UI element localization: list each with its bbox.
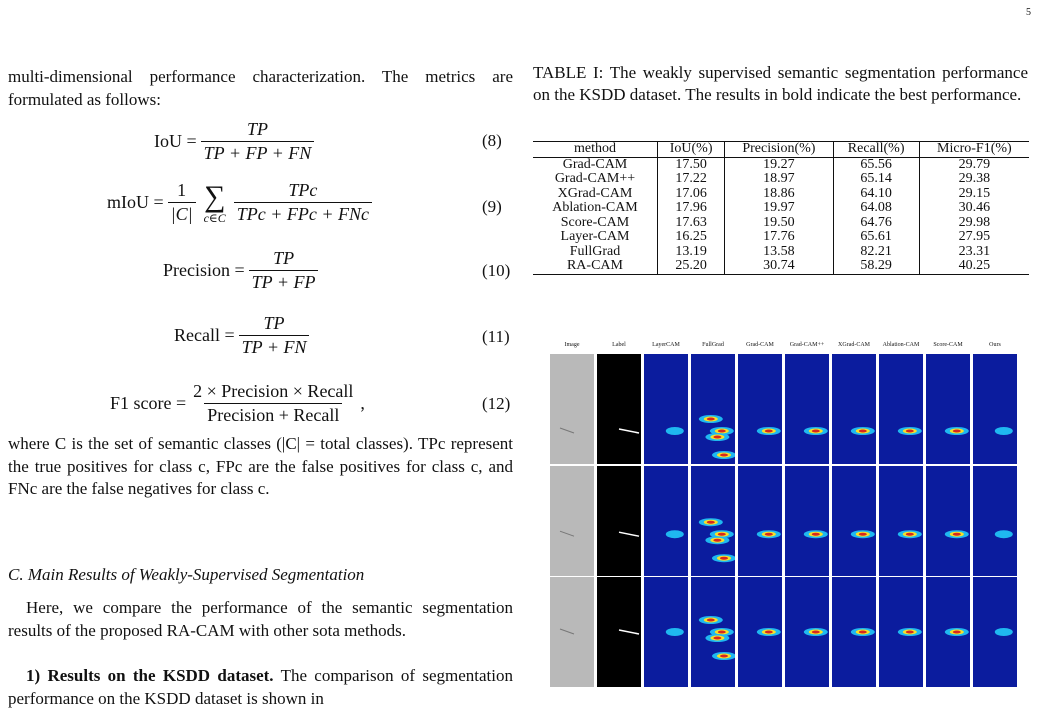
header-precision: Precision(%) — [725, 142, 833, 158]
figure-column-label: Label — [612, 342, 626, 348]
eq8-label: (8) — [482, 131, 502, 150]
eq9-num1: 1 — [177, 180, 187, 200]
figure-column-label: Grad-CAM — [746, 342, 774, 348]
figure-cell — [926, 577, 970, 687]
table-row — [533, 245, 1029, 260]
results-table — [533, 141, 1029, 275]
eq10-num: TP — [273, 248, 295, 268]
where-paragraph: where C is the set of semantic classes (|C| = total classes). TPc represent the true positives for class c, FPc are the false positives for class c, and FNc are the false negatives for class c. — [8, 434, 513, 498]
eq11-lhs: Recall = — [174, 325, 235, 345]
figure-cell — [644, 466, 688, 576]
figure-cell — [738, 577, 782, 687]
eq9-den1: |C| — [168, 202, 196, 225]
figure-cell — [879, 577, 923, 687]
cell: 17.50 — [657, 157, 724, 172]
figure-column-label: Image — [564, 342, 580, 348]
figure-cell — [597, 466, 641, 576]
eq10-lhs: Precision = — [163, 260, 245, 280]
figure-cell — [973, 577, 1017, 687]
subsection-paragraph — [8, 665, 513, 710]
figure-cell — [738, 354, 782, 464]
cell: 64.08 — [833, 201, 919, 216]
equation-10 — [163, 248, 322, 293]
cell: 25.20 — [657, 259, 724, 274]
equation-11 — [174, 313, 313, 358]
equation-12 — [110, 381, 365, 426]
section-paragraph: Here, we compare the performance of the semantic segmentation results of the proposed RA-CAM with other sota methods. — [8, 598, 513, 640]
figure-cell — [973, 466, 1017, 576]
cell: 23.31 — [919, 245, 1029, 260]
cell: 19.50 — [725, 216, 833, 231]
cell: 64.10 — [833, 187, 919, 202]
cell: 64.76 — [833, 216, 919, 231]
eq9-num: TPc — [288, 180, 318, 200]
header-micro-f1: Micro-F1(%) — [919, 142, 1029, 158]
figure-cell — [973, 354, 1017, 464]
cell: Grad-CAM — [562, 156, 628, 172]
subsection-text: The comparison of segmentation performance on the KSDD dataset is shown in — [8, 666, 513, 708]
eq10-den: TP + FP — [249, 270, 319, 293]
cell: 16.25 — [657, 230, 724, 245]
cell: 30.74 — [725, 259, 833, 274]
section-heading: C. Main Results of Weakly-Supervised Segmentation — [8, 565, 365, 584]
figure-cell — [597, 577, 641, 687]
cell: FullGrad — [569, 243, 621, 259]
cell: 29.15 — [919, 187, 1029, 202]
figure-cell — [832, 466, 876, 576]
intro-paragraph: multi-dimensional performance characterization. The metrics are formulated as follows: — [8, 67, 513, 109]
cell: Ablation-CAM — [552, 200, 638, 215]
subsection-title: 1) Results on the KSDD dataset. — [26, 666, 274, 685]
figure-cell — [550, 466, 594, 576]
figure-cell — [785, 577, 829, 687]
cell: 17.22 — [657, 172, 724, 187]
figure-column-label: Ours — [989, 342, 1001, 348]
cell: 17.06 — [657, 187, 724, 202]
cell: 29.38 — [919, 172, 1029, 187]
cell: 13.58 — [725, 245, 833, 260]
figure-cell — [550, 577, 594, 687]
cell: 17.76 — [725, 230, 833, 245]
cell: Layer-CAM — [560, 229, 630, 244]
cell: 65.14 — [833, 172, 919, 187]
cell: 19.27 — [725, 157, 833, 172]
figure-cell — [550, 354, 594, 464]
cell: 82.21 — [833, 245, 919, 260]
table-row — [533, 201, 1029, 216]
eq8-num: TP — [246, 119, 268, 139]
figure-cell — [738, 466, 782, 576]
figure-cell — [926, 354, 970, 464]
cell: XGrad-CAM — [557, 185, 633, 201]
figure-cell — [644, 577, 688, 687]
table-row — [533, 259, 1029, 274]
figure-cell — [879, 466, 923, 576]
figure-cell — [785, 354, 829, 464]
figure-cell — [691, 577, 735, 687]
eq12-tail: , — [360, 393, 365, 413]
figure-column-label: FullGrad — [702, 342, 724, 348]
eq12-label: (12) — [482, 394, 511, 413]
eq8-den: TP + FP + FN — [201, 141, 315, 164]
cell: 29.98 — [919, 216, 1029, 231]
cell: 27.95 — [919, 230, 1029, 245]
table-header-row — [533, 142, 1029, 158]
figure-column-label: Grad-CAM++ — [789, 342, 825, 348]
figure-cell — [879, 354, 923, 464]
cell: 18.86 — [725, 187, 833, 202]
eq12-lhs: F1 score = — [110, 393, 187, 413]
eq9-label: (9) — [482, 197, 502, 216]
header-method: method — [573, 141, 616, 156]
figure-column-label: Ablation-CAM — [882, 342, 920, 348]
cell: 58.29 — [833, 259, 919, 274]
eq10-label: (10) — [482, 261, 511, 280]
figure-cell — [644, 354, 688, 464]
equation-8 — [154, 119, 318, 164]
eq11-label: (11) — [482, 327, 510, 346]
cell: 17.96 — [657, 201, 724, 216]
figure-cell — [597, 354, 641, 464]
table-row — [533, 187, 1029, 202]
figure-column-label: Score-CAM — [933, 342, 963, 348]
eq8-lhs: IoU = — [154, 131, 197, 151]
cell: RA-CAM — [566, 258, 623, 273]
table-row — [533, 216, 1029, 231]
header-recall: Recall(%) — [833, 142, 919, 158]
cell: 13.19 — [657, 245, 724, 260]
figure-column-label: LayerCAM — [652, 342, 680, 348]
eq12-den: Precision + Recall — [204, 403, 342, 426]
table-row — [533, 230, 1029, 245]
equation-9: mIoU = $\frac{1}{|C|}$ ∑ c∈C $\frac{\text{TPc}}{\text{TPc + FPc + FNc}}$ — [107, 180, 376, 225]
cell: Grad-CAM++ — [554, 171, 636, 186]
table-caption: TABLE I: The weakly supervised semantic segmentation performance on the KSDD dataset. The results in bold indicate the best performance. — [533, 63, 1028, 104]
cell: 30.46 — [919, 201, 1029, 216]
figure-cell — [691, 354, 735, 464]
figure-cell — [832, 354, 876, 464]
cell: Score-CAM — [560, 214, 630, 230]
table-row — [533, 172, 1029, 187]
figure-cell — [691, 466, 735, 576]
cell: 18.97 — [725, 172, 833, 187]
cell: 65.61 — [833, 230, 919, 245]
figure-cell — [832, 577, 876, 687]
cell: 65.56 — [833, 157, 919, 172]
table-row — [533, 157, 1029, 172]
eq11-den: TP + FN — [239, 335, 310, 358]
eq11-num: TP — [263, 313, 285, 333]
eq9-sub: c∈C — [203, 210, 226, 225]
figure-cell — [785, 466, 829, 576]
cell: 19.97 — [725, 201, 833, 216]
page-number: 5 — [1026, 7, 1031, 18]
eq9-lhs: mIoU = — [107, 192, 164, 212]
eq9-den: TPc + FPc + FNc — [234, 202, 372, 225]
header-iou: IoU(%) — [657, 142, 724, 158]
cell: 17.63 — [657, 216, 724, 231]
figure-cell — [926, 466, 970, 576]
eq12-num: 2 × Precision × Recall — [193, 381, 354, 401]
cell: 40.25 — [919, 259, 1029, 274]
figure-column-label: XGrad-CAM — [838, 342, 870, 348]
cell: 29.79 — [919, 157, 1029, 172]
